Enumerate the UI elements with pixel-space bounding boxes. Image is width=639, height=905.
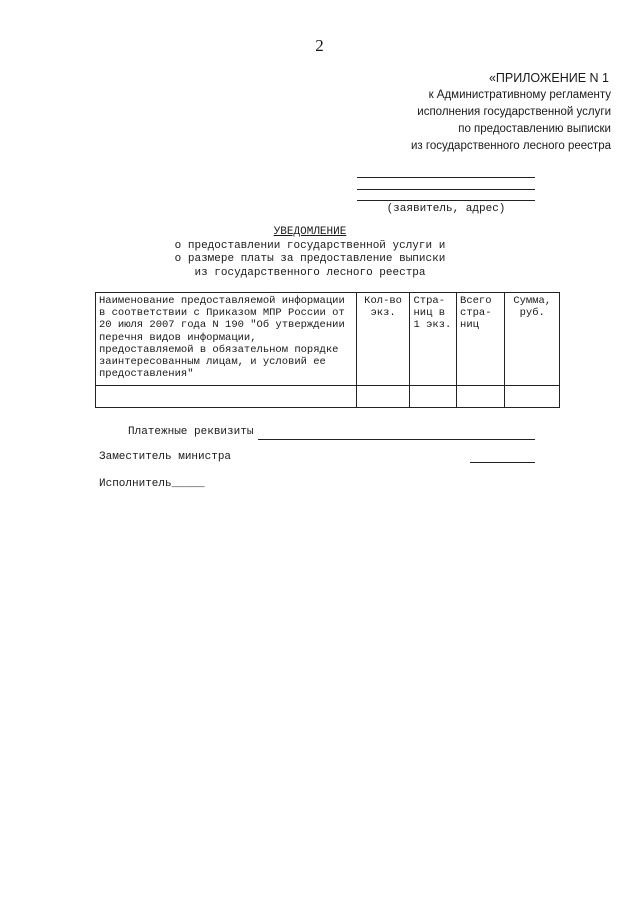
executor-label: Исполнитель_____ (99, 478, 205, 490)
table-cell[interactable] (356, 386, 410, 408)
deputy-signature-line[interactable] (470, 462, 535, 463)
table-header-row (96, 293, 560, 386)
notice-heading: УВЕДОМЛЕНИЕ (273, 226, 347, 238)
applicant-line-2 (357, 189, 535, 190)
table-cell[interactable] (457, 386, 505, 408)
applicant-caption: (заявитель, адрес) (386, 203, 506, 215)
table-row (96, 386, 560, 408)
header-cell-total-pages: Всего стра- ниц (457, 293, 505, 386)
applicant-line-1 (357, 177, 535, 178)
appendix-title: «ПРИЛОЖЕНИЕ N 1 (488, 71, 609, 85)
page-number: 2 (315, 36, 324, 55)
payment-details-line[interactable] (258, 439, 535, 440)
appendix-block (411, 70, 611, 155)
header-cell-pages-per-copy: Стра- ниц в 1 экз. (410, 293, 457, 386)
notice-line: из государственного лесного реестра (194, 266, 426, 279)
appendix-line: к Административному регламенту (428, 89, 611, 101)
notice-line: о размере платы за предоставление выписки (174, 253, 446, 265)
deputy-minister-label: Заместитель министра (99, 451, 232, 463)
table-cell[interactable] (96, 386, 357, 408)
appendix-line: по предоставлению выписки (458, 123, 611, 135)
header-cell-sum: Сумма, руб. (505, 293, 560, 386)
table-cell[interactable] (505, 386, 560, 408)
notice-line: о предоставлении государственной услуги и (174, 239, 446, 252)
services-table (95, 292, 560, 408)
appendix-line: из государственного лесного реестра (410, 140, 611, 152)
header-cell-copies: Кол-во экз. (356, 293, 410, 386)
appendix-line: исполнения государственной услуги (417, 106, 611, 118)
applicant-line-3 (357, 200, 535, 201)
payment-details-label: Платежные реквизиты (128, 426, 254, 438)
table-cell[interactable] (410, 386, 457, 408)
header-cell-name: Наименование предоставляемой информации в соответствии с Приказом МПР России от 20 июля 2007 года N 190 "Об утверждении перечня видов информации, предоставляемой в обязательном порядке заинтересованным лицам, и условий ее предоставления" (96, 293, 357, 386)
notice-block (150, 226, 470, 280)
